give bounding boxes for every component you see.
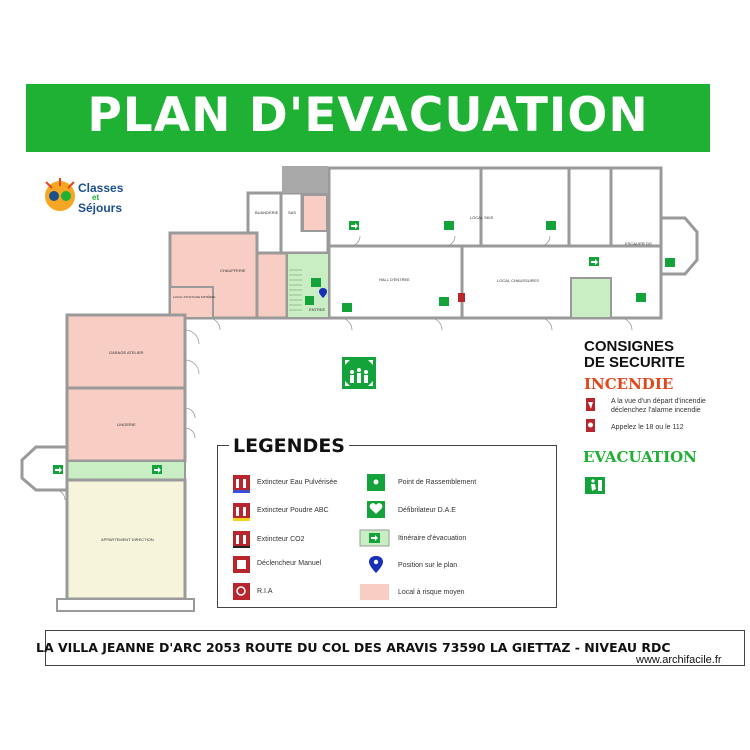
legend-label-defib: Défibrilateur D.A.E <box>398 507 456 514</box>
label-entree: ENTREE <box>309 307 326 312</box>
label-appartement: APPARTEMENT DIRECTION <box>101 537 154 542</box>
label-chaufferie: CHAUFFERIE <box>220 268 246 273</box>
label-sas: SAS <box>288 210 297 215</box>
label-local-stockage: LOCAL STOCKAGE MATÉRIEL <box>173 295 216 299</box>
rule-call: Appelez le 18 ou le 112 <box>611 424 684 431</box>
label-buanderie: BUANDERIE <box>255 210 279 215</box>
legend-title: LEGENDES <box>229 435 349 457</box>
risk-zone-swatch <box>360 584 389 600</box>
legend-label-route: Itinéraire d'évacuation <box>398 535 467 542</box>
label-escalier: ESCALIER DG <box>625 241 652 246</box>
location-pin-icon <box>369 556 383 573</box>
label-garage: GARAGE ATELIER <box>109 350 144 355</box>
legend-label-position: Position sur le plan <box>398 562 458 569</box>
evacuation-route-icon <box>360 530 389 546</box>
consignes-title-1: CONSIGNES <box>584 338 675 355</box>
extinguisher-water-icon <box>233 475 250 493</box>
label-hall: HALL D'ENTREE <box>379 277 410 282</box>
logo-line-1: Classes <box>78 181 124 195</box>
extinguisher-co2-icon <box>233 531 250 548</box>
incendie-heading: INCENDIE <box>584 375 674 393</box>
legend-label-co2: Extincteur CO2 <box>257 536 305 543</box>
assembly-point-icon <box>367 474 385 491</box>
consignes-title-2: DE SECURITE <box>584 354 685 371</box>
legend-label-ria: R.I.A <box>257 588 273 595</box>
website-link[interactable]: www.archifacile.fr <box>636 654 722 666</box>
defibrillator-icon <box>367 501 385 518</box>
legend-label-water: Extincteur Eau Pulvérisée <box>257 479 338 486</box>
logo-line-2: et <box>92 193 100 202</box>
legend-label-call-point: Déclencheur Manuel <box>257 560 322 567</box>
label-local-chaussures: LOCAL CHAUSSURES <box>497 278 539 283</box>
label-local-skis: LOCAL SKIS <box>470 215 494 220</box>
legend-label-assembly: Point de Rassemblement <box>398 479 477 486</box>
page-title: PLAN D'EVACUATION <box>87 88 649 143</box>
label-lingerie: LINGERIE <box>117 422 136 427</box>
legend-label-powder: Extincteur Poudre ABC <box>257 507 329 514</box>
address-text: LA VILLA JEANNE D'ARC 2053 ROUTE DU COL DES ARAVIS 73590 LA GIETTAZ - NIVEAU RDC <box>36 640 671 655</box>
legend-label-risk: Local à risque moyen <box>398 589 465 596</box>
fire-hose-icon <box>233 583 250 600</box>
rule-alarm: A la vue d'un départ d'incendie déclenchez l'alarme incendie <box>611 398 706 414</box>
evacuation-heading: EVACUATION <box>583 448 697 466</box>
extinguisher-powder-icon <box>233 503 250 521</box>
logo-line-3: Séjours <box>78 201 123 215</box>
